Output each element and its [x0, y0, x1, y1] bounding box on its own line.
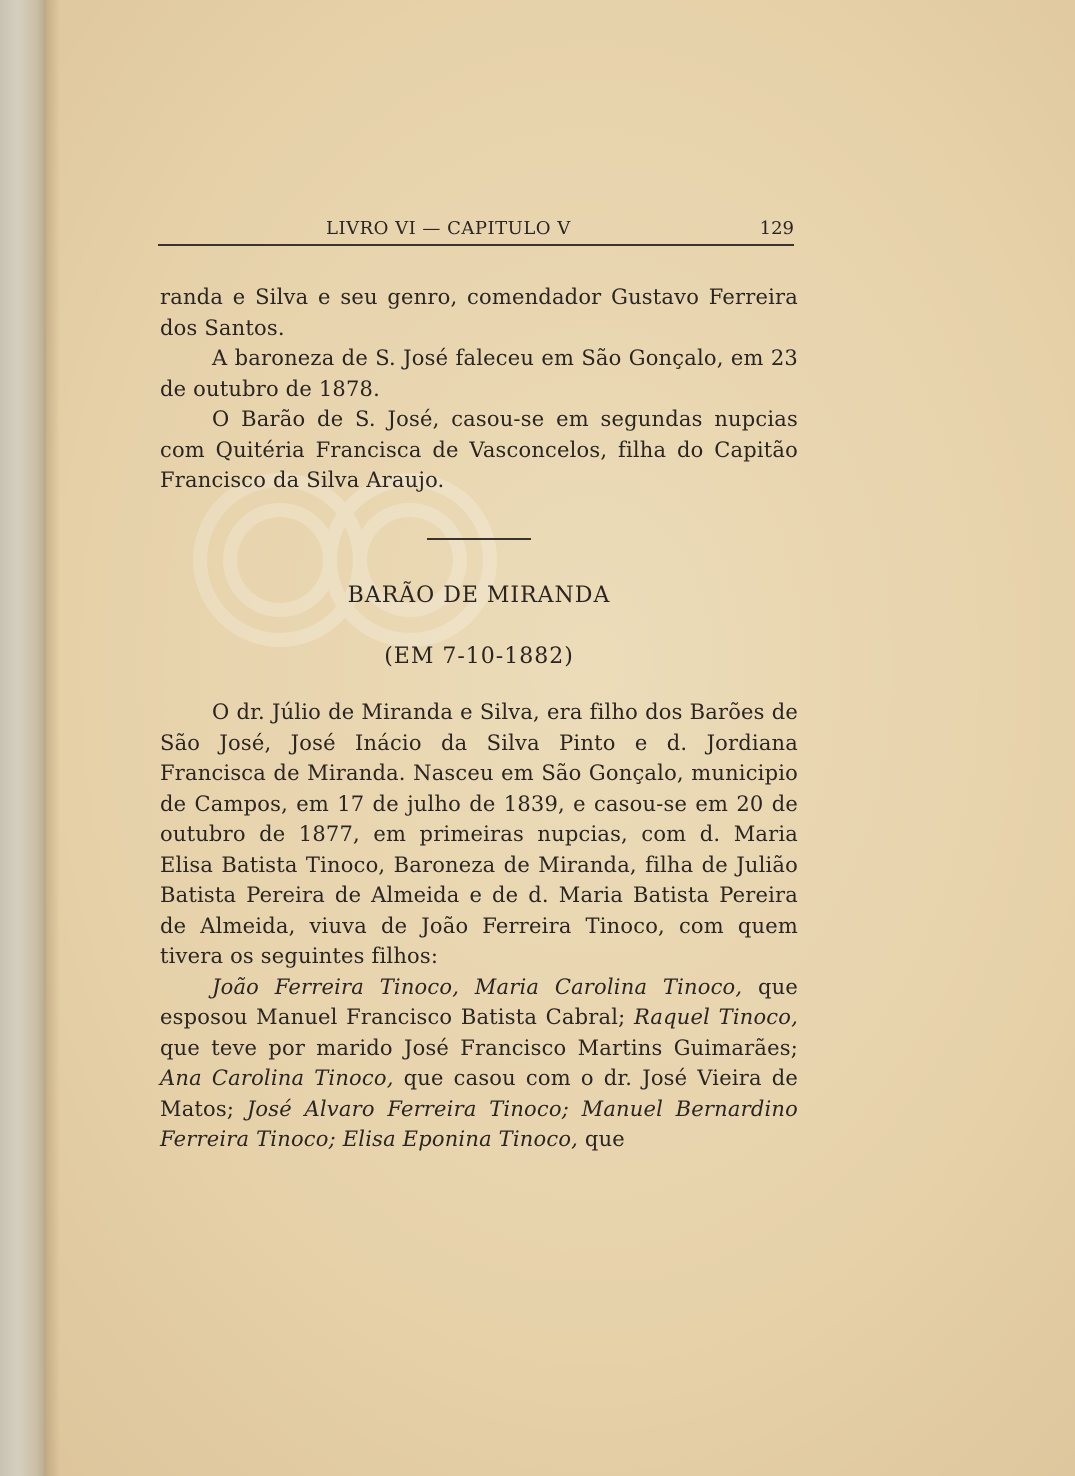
text-span: que esposou Manuel Francisco Batista Cabral;	[160, 974, 798, 1029]
top-text	[160, 282, 798, 496]
page-header	[158, 214, 794, 246]
text-span: que	[578, 1127, 625, 1151]
names-italic: João Ferreira Tinoco, Maria Carolina Tinoco,	[212, 974, 743, 999]
names-italic: Ana Carolina Tinoco,	[160, 1066, 394, 1090]
page-number: 129	[759, 218, 794, 239]
body-text	[160, 697, 798, 1155]
section-separator	[427, 538, 531, 540]
text-span: que casou com o dr. José Vieira de Matos;	[160, 1066, 799, 1121]
paragraph: randa e Silva e seu genro, comendador Gustavo Ferreira dos Santos.	[160, 285, 798, 340]
book-spine	[0, 0, 46, 1476]
text-span: que teve por marido José Francisco Martins Guimarães;	[160, 1035, 798, 1060]
paragraph: O Barão de S. José, casou-se em segundas nupcias com Quitéria Francisca de Vasconcelos, filha do Capitão Francisco da Silva Araujo.	[160, 407, 798, 492]
names-italic: Raquel Tinoco,	[633, 1005, 798, 1029]
section-subtitle: (EM 7-10-1882)	[384, 644, 574, 669]
running-head: LIVRO VI — CAPITULO V	[326, 218, 571, 239]
paragraph: O dr. Júlio de Miranda e Silva, era filho dos Barões de São José, José Inácio da Silva Pinto e d. Jordiana Francisca de Miranda. Nasceu em São Gonçalo, municipio de Campos, em 17 de julho de 1839, e casou-se em 20 de outubro de 1877, em primeiras nupcias, com d. Maria Elisa Batista Tinoco, Baroneza de Miranda, filha de Julião Batista Pereira de Almeida e de d. Maria Batista Pereira de Almeida, viuva de João Ferreira Tinoco, com quem tivera os seguintes filhos:	[160, 700, 798, 968]
section-title: BARÃO DE MIRANDA	[347, 583, 611, 608]
paragraph-children	[160, 972, 798, 1155]
spine-shadow	[46, 0, 60, 1476]
names-italic: José Alvaro Ferreira Tinoco; Manuel Bernardino Ferreira Tinoco; Elisa Eponina Tinoco,	[160, 1096, 798, 1151]
paragraph: A baroneza de S. José faleceu em São Gonçalo, em 23 de outubro de 1878.	[160, 346, 798, 401]
